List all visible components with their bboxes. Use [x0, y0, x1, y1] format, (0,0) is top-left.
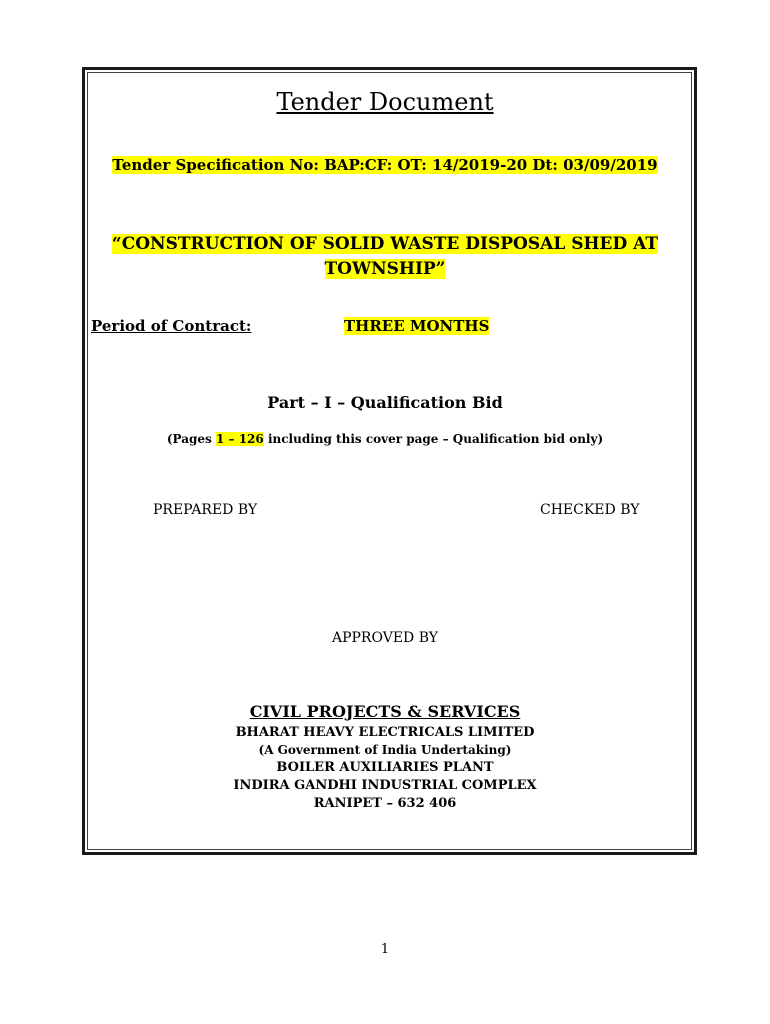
- project-title-line1: “CONSTRUCTION OF SOLID WASTE DISPOSAL SHED AT: [111, 234, 659, 254]
- period-value-text: THREE MONTHS: [344, 317, 490, 335]
- department-name: CIVIL PROJECTS & SERVICES: [249, 702, 521, 721]
- project-title: [0, 232, 770, 282]
- pages-prefix: (Pages: [166, 432, 216, 446]
- tender-spec-line: [0, 156, 770, 174]
- tender-spec-text: Tender Specification No: BAP:CF: OT: 14/2019-20 Dt: 03/09/2019: [112, 156, 658, 174]
- prepared-by-label: PREPARED BY: [153, 502, 258, 518]
- company-name: BHARAT HEAVY ELECTRICALS LIMITED: [235, 725, 535, 740]
- approved-by-label: APPROVED BY: [331, 630, 438, 646]
- pages-range: 1 – 126: [216, 432, 264, 446]
- checked-by-label: CHECKED BY: [540, 502, 640, 518]
- period-label: Period of Contract:: [91, 317, 252, 335]
- page-number: 1: [380, 942, 390, 957]
- company-note: (A Government of India Undertaking): [258, 743, 512, 757]
- project-title-line2: TOWNSHIP”: [324, 259, 446, 279]
- part-heading: Part – I – Qualification Bid: [267, 393, 503, 412]
- pages-note: [0, 432, 770, 446]
- document-title: [0, 88, 770, 116]
- plant-name: BOILER AUXILIARIES PLANT: [276, 760, 494, 775]
- pages-suffix: including this cover page – Qualification bid only): [263, 432, 604, 446]
- location: RANIPET – 632 406: [313, 796, 457, 811]
- period-value: [344, 317, 489, 335]
- document-title-text: Tender Document: [276, 88, 494, 116]
- complex-name: INDIRA GANDHI INDUSTRIAL COMPLEX: [233, 778, 537, 793]
